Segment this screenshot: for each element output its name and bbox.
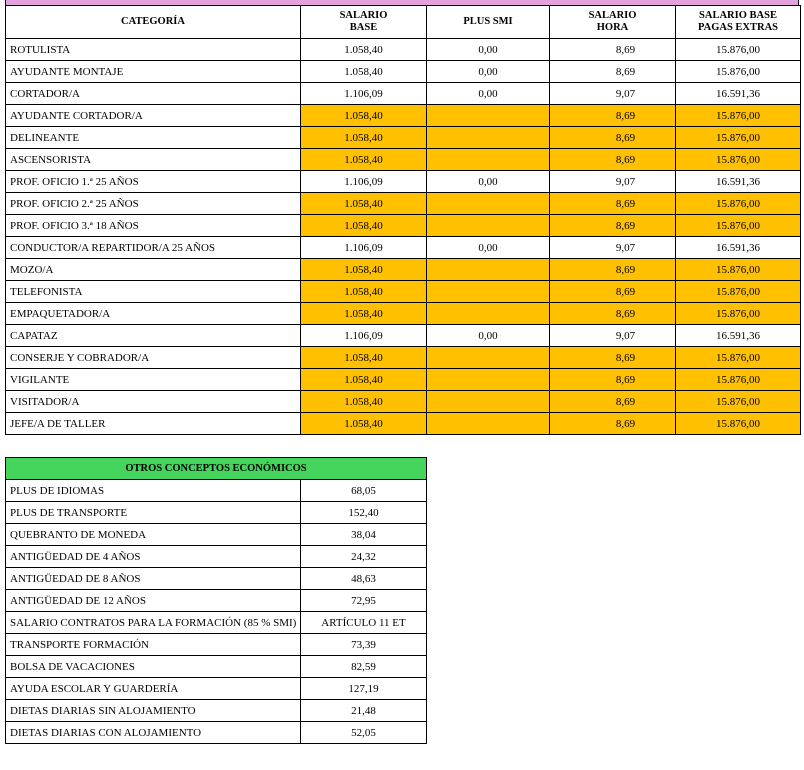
pagas-extras-cell: 15.876,00 [676,259,801,281]
plus-smi-cell [427,127,550,149]
header-salario-hora: SALARIO HORA [550,6,676,39]
plus-smi-cell [427,149,550,171]
salario-base-cell: 1.106,09 [301,237,427,259]
category-cell: CAPATAZ [6,325,301,347]
list-item [6,656,427,678]
salario-hora-cell: 8,69 [550,149,676,171]
salario-base-cell: 1.058,40 [301,193,427,215]
category-cell: CONDUCTOR/A REPARTIDOR/A 25 AÑOS [6,237,301,259]
salario-base-cell: 1.058,40 [301,281,427,303]
concept-value: ARTÍCULO 11 ET [301,612,427,634]
list-item [6,524,427,546]
category-cell: PROF. OFICIO 3.ª 18 AÑOS [6,215,301,237]
concept-value: 52,05 [301,722,427,744]
list-item [6,612,427,634]
salario-base-cell: 1.058,40 [301,215,427,237]
category-cell: VISITADOR/A [6,391,301,413]
salario-base-cell: 1.058,40 [301,127,427,149]
pagas-extras-cell: 15.876,00 [676,127,801,149]
concept-label: SALARIO CONTRATOS PARA LA FORMACIÓN (85 % SMI) [6,612,301,634]
concept-value: 152,40 [301,502,427,524]
list-item [6,502,427,524]
pagas-extras-cell: 15.876,00 [676,215,801,237]
salario-base-cell: 1.058,40 [301,413,427,435]
salario-hora-cell: 9,07 [550,83,676,105]
salario-base-cell: 1.058,40 [301,105,427,127]
concept-label: ANTIGÜEDAD DE 4 AÑOS [6,546,301,568]
otros-conceptos-table [5,457,427,744]
salario-hora-cell: 8,69 [550,215,676,237]
plus-smi-cell [427,281,550,303]
category-cell: ROTULISTA [6,39,301,61]
salario-hora-cell: 8,69 [550,193,676,215]
table-row [6,303,801,325]
plus-smi-cell [427,391,550,413]
concept-value: 24,32 [301,546,427,568]
pagas-extras-cell: 15.876,00 [676,303,801,325]
plus-smi-cell: 0,00 [427,237,550,259]
table-row [6,61,801,83]
salario-hora-cell: 8,69 [550,259,676,281]
concept-value: 68,05 [301,480,427,502]
concept-value: 38,04 [301,524,427,546]
pagas-extras-cell: 16.591,36 [676,237,801,259]
concept-label: BOLSA DE VACACIONES [6,656,301,678]
category-cell: ASCENSORISTA [6,149,301,171]
salario-hora-cell: 8,69 [550,61,676,83]
list-item [6,480,427,502]
pagas-extras-cell: 16.591,36 [676,83,801,105]
otros-title: OTROS CONCEPTOS ECONÓMICOS [6,458,427,480]
salario-hora-cell: 9,07 [550,237,676,259]
plus-smi-cell [427,193,550,215]
table-row [6,39,801,61]
category-cell: CONSERJE Y COBRADOR/A [6,347,301,369]
salario-base-cell: 1.058,40 [301,259,427,281]
list-item [6,722,427,744]
salario-base-cell: 1.106,09 [301,83,427,105]
category-cell: AYUDANTE CORTADOR/A [6,105,301,127]
table-row [6,259,801,281]
salario-hora-cell: 8,69 [550,39,676,61]
plus-smi-cell [427,215,550,237]
concept-label: TRANSPORTE FORMACIÓN [6,634,301,656]
list-item [6,546,427,568]
category-cell: MOZO/A [6,259,301,281]
concept-value: 48,63 [301,568,427,590]
pagas-extras-cell: 15.876,00 [676,61,801,83]
salario-hora-cell: 9,07 [550,325,676,347]
concept-label: PLUS DE TRANSPORTE [6,502,301,524]
category-cell: CORTADOR/A [6,83,301,105]
plus-smi-cell: 0,00 [427,39,550,61]
concept-value: 73,39 [301,634,427,656]
salario-hora-cell: 8,69 [550,303,676,325]
list-item [6,678,427,700]
plus-smi-cell [427,303,550,325]
list-item [6,700,427,722]
list-item [6,590,427,612]
table-row [6,391,801,413]
category-cell: PROF. OFICIO 1.ª 25 AÑOS [6,171,301,193]
table-row [6,215,801,237]
table-row [6,347,801,369]
concept-label: AYUDA ESCOLAR Y GUARDERÍA [6,678,301,700]
pagas-extras-cell: 15.876,00 [676,391,801,413]
table-row [6,105,801,127]
plus-smi-cell [427,347,550,369]
salario-base-cell: 1.058,40 [301,61,427,83]
pagas-extras-cell: 15.876,00 [676,39,801,61]
category-cell: PROF. OFICIO 2.ª 25 AÑOS [6,193,301,215]
table-row [6,83,801,105]
concept-label: QUEBRANTO DE MONEDA [6,524,301,546]
salario-base-cell: 1.106,09 [301,171,427,193]
category-cell: EMPAQUETADOR/A [6,303,301,325]
concept-label: DIETAS DIARIAS SIN ALOJAMIENTO [6,700,301,722]
table-row [6,237,801,259]
salario-hora-cell: 8,69 [550,347,676,369]
pagas-extras-cell: 16.591,36 [676,325,801,347]
table-row [6,413,801,435]
salario-hora-cell: 8,69 [550,413,676,435]
pagas-extras-cell: 15.876,00 [676,193,801,215]
concept-value: 72,95 [301,590,427,612]
salario-base-cell: 1.058,40 [301,391,427,413]
pagas-extras-cell: 15.876,00 [676,105,801,127]
salary-table [5,5,801,435]
category-cell: AYUDANTE MONTAJE [6,61,301,83]
salario-base-cell: 1.058,40 [301,303,427,325]
pagas-extras-cell: 15.876,00 [676,149,801,171]
table-row [6,193,801,215]
plus-smi-cell [427,259,550,281]
salario-hora-cell: 8,69 [550,391,676,413]
salario-base-cell: 1.058,40 [301,369,427,391]
salario-hora-cell: 8,69 [550,105,676,127]
salario-base-cell: 1.058,40 [301,39,427,61]
salario-base-cell: 1.058,40 [301,347,427,369]
table-row [6,369,801,391]
plus-smi-cell [427,413,550,435]
table-row [6,281,801,303]
pagas-extras-cell: 15.876,00 [676,369,801,391]
category-cell: DELINEANTE [6,127,301,149]
table-row [6,171,801,193]
concept-label: ANTIGÜEDAD DE 8 AÑOS [6,568,301,590]
header-categoria: CATEGORÍA [6,6,301,39]
salario-hora-cell: 8,69 [550,281,676,303]
category-cell: VIGILANTE [6,369,301,391]
concept-value: 127,19 [301,678,427,700]
table-row [6,149,801,171]
salario-hora-cell: 9,07 [550,171,676,193]
concept-label: DIETAS DIARIAS CON ALOJAMIENTO [6,722,301,744]
header-pagas-extras: SALARIO BASE PAGAS EXTRAS [676,6,801,39]
header-plus-smi: PLUS SMI [427,6,550,39]
concept-value: 82,59 [301,656,427,678]
list-item [6,634,427,656]
category-cell: TELEFONISTA [6,281,301,303]
table-row [6,325,801,347]
plus-smi-cell [427,105,550,127]
pagas-extras-cell: 15.876,00 [676,347,801,369]
pagas-extras-cell: 16.591,36 [676,171,801,193]
plus-smi-cell [427,369,550,391]
plus-smi-cell: 0,00 [427,325,550,347]
pagas-extras-cell: 15.876,00 [676,281,801,303]
salario-hora-cell: 8,69 [550,127,676,149]
header-salario-base: SALARIO BASE [301,6,427,39]
concept-label: ANTIGÜEDAD DE 12 AÑOS [6,590,301,612]
plus-smi-cell: 0,00 [427,61,550,83]
category-cell: JEFE/A DE TALLER [6,413,301,435]
salary-table-header [6,6,801,39]
salario-hora-cell: 8,69 [550,369,676,391]
table-row [6,127,801,149]
plus-smi-cell: 0,00 [427,83,550,105]
salario-base-cell: 1.106,09 [301,325,427,347]
concept-label: PLUS DE IDIOMAS [6,480,301,502]
concept-value: 21,48 [301,700,427,722]
list-item [6,568,427,590]
plus-smi-cell: 0,00 [427,171,550,193]
salario-base-cell: 1.058,40 [301,149,427,171]
pagas-extras-cell: 15.876,00 [676,413,801,435]
